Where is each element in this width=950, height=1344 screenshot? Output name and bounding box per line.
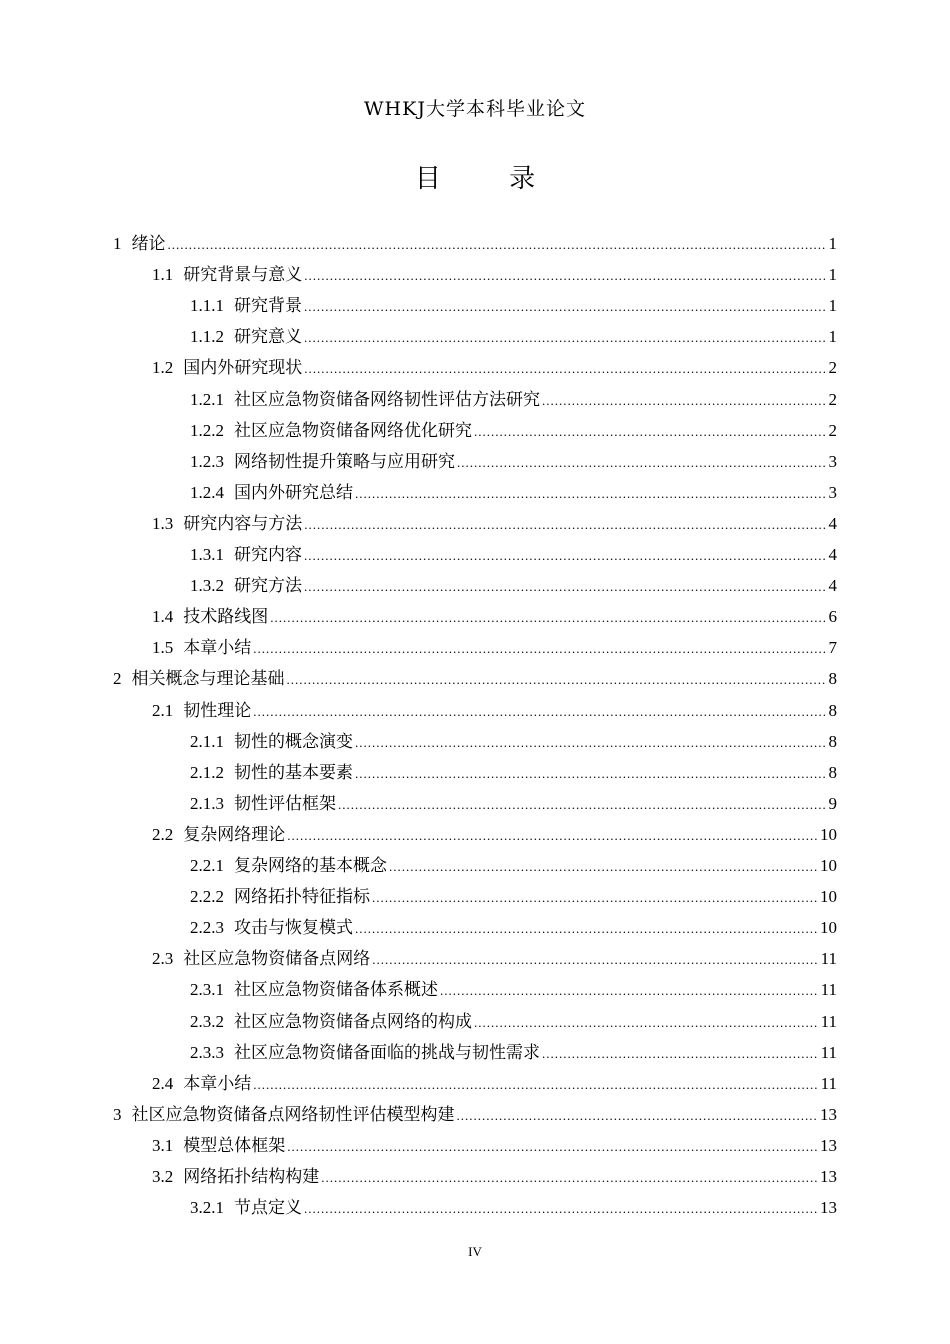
toc-entry-number: 1.2.4 [190,483,224,502]
toc-entry-number: 1.3.2 [190,576,224,595]
toc-entry-title: 社区应急物资储备网络优化研究 [234,421,472,441]
toc-dot-leader [287,820,817,851]
toc-entry-number: 1.2.1 [190,390,224,409]
toc-entry-title: 韧性的概念演变 [234,732,353,752]
toc-entry-title: 技术路线图 [183,607,269,627]
toc-entry[interactable] [190,384,837,415]
toc-entry-title: 研究内容与方法 [183,514,303,534]
toc-dot-leader [321,1162,817,1193]
toc-entry-number: 3.1 [152,1136,174,1155]
toc-entry[interactable] [152,632,837,663]
toc-entry-number: 2.1 [152,701,174,720]
toc-entry-page-number: 1 [828,234,837,253]
toc-entry-page-number: 8 [828,669,837,688]
toc-entry-page-number: 3 [828,483,837,502]
toc-dot-leader [389,851,817,882]
toc-entry-title: 社区应急物资储备面临的挑战与韧性需求 [234,1043,540,1063]
toc-entry[interactable] [152,1161,837,1192]
toc-dot-leader [304,260,825,291]
toc-entry-page-number: 7 [828,638,837,657]
toc-entry-number: 1.2.2 [190,421,224,440]
toc-entry-number: 2.3 [152,949,174,968]
toc-entry-number: 1.3 [152,514,174,533]
toc-entry-number: 2.3.1 [190,980,224,999]
toc-entry-number: 2.4 [152,1074,174,1093]
toc-dot-leader [457,1100,818,1131]
toc-entry-number: 2.3.2 [190,1012,224,1031]
toc-entry[interactable] [152,508,837,539]
toc-entry-number: 1.4 [152,607,174,626]
toc-entry-title: 网络拓扑特征指标 [234,887,370,907]
toc-entry-number: 2.2.3 [190,918,224,937]
toc-entry-page-number: 11 [820,980,837,999]
toc-dot-leader [253,696,825,727]
toc-entry[interactable] [152,695,837,726]
toc-dot-leader [304,540,826,571]
toc-entry-number: 1.3.1 [190,545,224,564]
toc-entry-title: 国内外研究现状 [183,358,303,378]
toc-entry-page-number: 11 [820,1012,837,1031]
toc-entry-number: 2.2.2 [190,887,224,906]
toc-dot-leader [338,789,826,820]
toc-entry-number: 2.1.3 [190,794,224,813]
toc-entry-page-number: 2 [828,421,837,440]
toc-entry-page-number: 1 [828,296,837,315]
toc-dot-leader [355,727,826,758]
toc-entry-page-number: 13 [820,1136,837,1155]
toc-entry-page-number: 8 [828,732,837,751]
toc-dot-leader [270,602,825,633]
toc-entry-page-number: 6 [828,607,837,626]
toc-dot-leader [253,1069,817,1100]
toc-entry-page-number: 11 [820,949,837,968]
toc-entry-page-number: 4 [828,576,837,595]
toc-entry-number: 1 [113,234,122,253]
toc-dot-leader [253,633,825,664]
toc-entry-page-number: 10 [820,887,837,906]
toc-entry-title: 韧性的基本要素 [234,763,353,783]
toc-dot-leader [287,664,826,695]
toc-entry-number: 2.1.2 [190,763,224,782]
toc-entry-page-number: 8 [828,701,837,720]
toc-entry-title: 绪论 [131,234,166,254]
toc-dot-leader [474,1007,818,1038]
toc-entry[interactable] [152,1130,837,1161]
toc-entry[interactable] [190,570,837,601]
toc-entry-page-number: 2 [828,358,837,377]
toc-entry-number: 2.1.1 [190,732,224,751]
toc-dot-leader [440,975,818,1006]
toc-entry[interactable] [113,1099,837,1130]
toc-entry[interactable] [190,1006,837,1037]
toc-entry-title: 社区应急物资储备体系概述 [234,980,438,1000]
toc-entry-number: 3.2.1 [190,1198,224,1217]
page-number-footer: IV [468,1244,482,1259]
running-header: WHKJ大学本科毕业论文 [364,98,586,120]
toc-entry-title: 韧性理论 [183,701,252,721]
toc-entry-page-number: 4 [828,514,837,533]
toc-dot-leader [304,1193,817,1224]
toc-entry-title: 社区应急物资储备点网络韧性评估模型构建 [131,1105,455,1125]
toc-entry[interactable] [152,601,837,632]
toc-entry[interactable] [190,1037,837,1068]
toc-entry-title: 研究内容 [234,545,302,565]
toc-entry-number: 1.5 [152,638,174,657]
toc-entry-title: 本章小结 [183,1074,252,1094]
toc-entry-page-number: 1 [828,327,837,346]
toc-dot-leader [304,509,825,540]
toc-entry-number: 1.2.3 [190,452,224,471]
toc-entry-number: 1.1.2 [190,327,224,346]
toc-entry-page-number: 9 [828,794,837,813]
toc-entry-title: 复杂网络的基本概念 [234,856,387,876]
toc-entry[interactable] [190,881,837,912]
toc-dot-leader [304,291,826,322]
toc-dot-leader [372,882,817,913]
toc-entry-title: 研究背景 [234,296,302,316]
toc-entry[interactable] [190,850,837,881]
toc-entry[interactable] [152,259,837,290]
toc-entry-page-number: 10 [820,825,837,844]
toc-entry-page-number: 10 [820,918,837,937]
toc-entry[interactable] [190,415,837,446]
toc-entry-number: 2 [113,669,122,688]
toc-entry-title: 复杂网络理论 [183,825,286,845]
toc-entry-page-number: 8 [828,763,837,782]
toc-entry[interactable] [152,352,837,383]
toc-entry-page-number: 2 [828,390,837,409]
toc-entry-number: 1.1.1 [190,296,224,315]
toc-entry-title: 模型总体框架 [183,1136,286,1156]
toc-entry-number: 1.1 [152,265,174,284]
toc-entry-title: 韧性评估框架 [234,794,336,814]
toc-dot-leader [372,944,817,975]
toc-dot-leader [287,1131,817,1162]
toc-dot-leader [304,571,826,602]
toc-entry-title: 研究意义 [234,327,302,347]
toc-dot-leader [355,913,817,944]
toc-entry-page-number: 11 [820,1074,837,1093]
toc-entry-title: 研究背景与意义 [183,265,303,285]
toc-entry-title: 节点定义 [234,1198,302,1218]
toc-entry[interactable] [152,819,837,850]
toc-entry[interactable] [190,539,837,570]
toc-entry[interactable] [190,446,837,477]
toc-entry-page-number: 13 [820,1167,837,1186]
toc-entry-title: 攻击与恢复模式 [234,918,353,938]
toc-entry-title: 国内外研究总结 [234,483,353,503]
toc-entry-title: 网络拓扑结构构建 [183,1167,320,1187]
toc-dot-leader [168,229,826,260]
toc-dot-leader [304,353,825,384]
toc-entry[interactable] [190,912,837,943]
toc-dot-leader [355,758,826,789]
toc-entry-title: 社区应急物资储备点网络的构成 [234,1012,472,1032]
toc-dot-leader [304,322,826,353]
toc-entry[interactable] [190,477,837,508]
toc-entry[interactable] [190,974,837,1005]
toc-entry-title: 相关概念与理论基础 [131,669,285,689]
toc-entry[interactable] [113,663,837,694]
toc-entry-number: 2.2 [152,825,174,844]
toc-entry[interactable] [113,228,837,259]
toc-dot-leader [542,385,826,416]
toc-entry-title: 社区应急物资储备点网络 [183,949,371,969]
toc-entry-title: 研究方法 [234,576,302,596]
toc-dot-leader [457,447,826,478]
page-title: 目 录 [414,164,566,194]
toc-entry-page-number: 11 [820,1043,837,1062]
toc-entry-page-number: 13 [820,1198,837,1217]
toc-entry[interactable] [190,788,837,819]
toc-entry-page-number: 13 [820,1105,837,1124]
toc-entry-page-number: 10 [820,856,837,875]
toc-entry-number: 3.2 [152,1167,174,1186]
toc-entry-number: 1.2 [152,358,174,377]
toc-entry[interactable] [190,757,837,788]
toc-entry-number: 2.3.3 [190,1043,224,1062]
toc-entry[interactable] [152,1068,837,1099]
toc-dot-leader [542,1038,818,1069]
toc-entry[interactable] [190,1192,837,1223]
toc-entry-title: 网络韧性提升策略与应用研究 [234,452,455,472]
toc-entry-page-number: 4 [828,545,837,564]
toc-entry-title: 本章小结 [183,638,252,658]
toc-entry[interactable] [190,290,837,321]
toc-entry-page-number: 3 [828,452,837,471]
toc-dot-leader [355,478,826,509]
toc-entry-title: 社区应急物资储备网络韧性评估方法研究 [234,390,540,410]
toc-entry[interactable] [190,321,837,352]
toc-entry-number: 2.2.1 [190,856,224,875]
toc-entry[interactable] [152,943,837,974]
toc-entry-number: 3 [113,1105,122,1124]
toc-entry-page-number: 1 [828,265,837,284]
toc-dot-leader [474,416,826,447]
toc-entry[interactable] [190,726,837,757]
